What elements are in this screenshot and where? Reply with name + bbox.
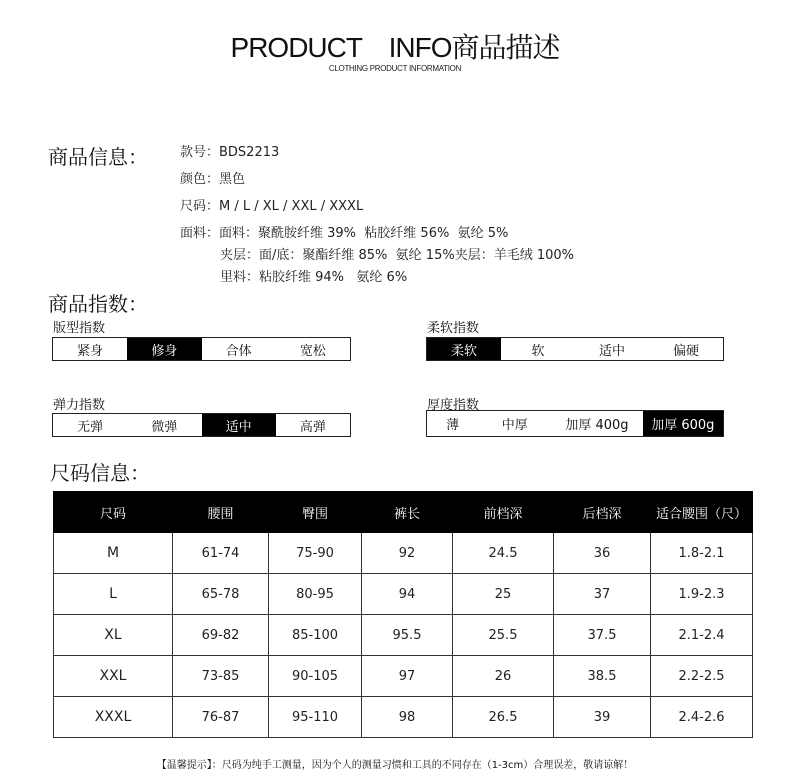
size-table-header (54, 492, 753, 533)
table-row (54, 615, 753, 656)
product-info-heading: 商品信息： (48, 145, 148, 169)
column-header: 裤长 (362, 492, 453, 533)
table-cell: M (54, 533, 173, 574)
table-row (54, 697, 753, 738)
table-cell: 26.5 (453, 697, 554, 738)
thickness-option: 薄 (446, 418, 460, 433)
table-cell: 92 (362, 533, 453, 574)
thickness-index-label: 厚度指数 (427, 398, 480, 413)
column-header: 臀围 (269, 492, 362, 533)
table-cell: XL (54, 615, 173, 656)
table-cell: 25 (453, 574, 554, 615)
table-cell: 39 (554, 697, 651, 738)
column-header: 适合腰围（尺） (651, 492, 753, 533)
table-cell: 95.5 (362, 615, 453, 656)
table-cell: 85-100 (269, 615, 362, 656)
fabric-line-1: 面料：面料：聚酰胺纤维 39% 粘胶纤维 56% 氨纶 5% (180, 226, 509, 241)
elasticity-option: 无弹 (77, 419, 104, 435)
softness-index-scale (426, 337, 724, 361)
table-cell: L (54, 574, 173, 615)
fit-option: 宽松 (299, 343, 326, 359)
table-cell: 97 (362, 656, 453, 697)
fabric-line-2: 夹层：面/底：聚酯纤维 85% 氨纶 15%夹层：羊毛绒 100% (220, 248, 574, 263)
table-row (54, 574, 753, 615)
thickness-option: 中厚 (501, 418, 528, 433)
table-cell: 75-90 (269, 533, 362, 574)
table-cell: 37 (554, 574, 651, 615)
table-cell: 69-82 (173, 615, 269, 656)
table-cell: 2.2-2.5 (651, 656, 753, 697)
elasticity-option: 适中 (202, 414, 276, 436)
table-cell: 61-74 (173, 533, 269, 574)
thickness-option: 加厚 400g (565, 418, 629, 433)
softness-option: 柔软 (427, 338, 501, 360)
elasticity-option: 高弹 (299, 419, 326, 435)
softness-option: 适中 (598, 343, 625, 359)
footer-note: 【温馨提示】：尺码为纯手工测量，因为个人的测量习惯和工具的不同存在（1-3cm）合理误差，敬请谅解！ (156, 760, 634, 771)
fit-option: 修身 (127, 338, 201, 360)
column-header: 腰围 (173, 492, 269, 533)
table-cell: 98 (362, 697, 453, 738)
fit-option: 紧身 (77, 343, 104, 359)
table-cell: 1.9-2.3 (651, 574, 753, 615)
thickness-option: 加厚 600g (643, 411, 723, 436)
fit-index-scale (52, 337, 351, 361)
column-header: 后档深 (554, 492, 651, 533)
table-cell: 76-87 (173, 697, 269, 738)
table-cell: 73-85 (173, 656, 269, 697)
fabric-line-3: 里料：粘胶纤维 94% 氨纶 6% (220, 270, 408, 285)
softness-option: 软 (531, 343, 545, 359)
color-info: 颜色：黑色 (180, 172, 246, 187)
table-cell: 1.8-2.1 (651, 533, 753, 574)
fit-option: 合体 (225, 343, 252, 359)
table-cell: 37.5 (554, 615, 651, 656)
table-cell: 2.1-2.4 (651, 615, 753, 656)
table-cell: 24.5 (453, 533, 554, 574)
table-row (54, 533, 753, 574)
table-cell: 2.4-2.6 (651, 697, 753, 738)
table-cell: 94 (362, 574, 453, 615)
column-header: 前档深 (453, 492, 554, 533)
style-number: 款号：BDS2213 (180, 145, 280, 160)
column-header: 尺码 (54, 492, 173, 533)
page-subtitle: CLOTHING PRODUCT INFORMATION (328, 64, 462, 73)
elasticity-index-label: 弹力指数 (53, 398, 106, 413)
table-cell: 25.5 (453, 615, 554, 656)
table-cell: XXXL (54, 697, 173, 738)
softness-index-label: 柔软指数 (427, 321, 480, 336)
table-cell: 80-95 (269, 574, 362, 615)
table-cell: XXL (54, 656, 173, 697)
size-info-heading: 尺码信息： (50, 461, 150, 485)
table-cell: 26 (453, 656, 554, 697)
size-table (53, 491, 753, 738)
table-cell: 95-110 (269, 697, 362, 738)
table-cell: 36 (554, 533, 651, 574)
thickness-index-scale (426, 410, 724, 437)
page-title: PRODUCT INFO商品描述 (230, 32, 560, 63)
index-heading: 商品指数： (48, 292, 148, 316)
table-row (54, 656, 753, 697)
fit-index-label: 版型指数 (53, 321, 106, 336)
table-cell: 65-78 (173, 574, 269, 615)
table-cell: 90-105 (269, 656, 362, 697)
table-cell: 38.5 (554, 656, 651, 697)
softness-option: 偏硬 (672, 343, 699, 359)
elasticity-option: 微弹 (151, 419, 178, 435)
elasticity-index-scale (52, 413, 351, 437)
size-list: 尺码：M / L / XL / XXL / XXXL (180, 199, 364, 214)
